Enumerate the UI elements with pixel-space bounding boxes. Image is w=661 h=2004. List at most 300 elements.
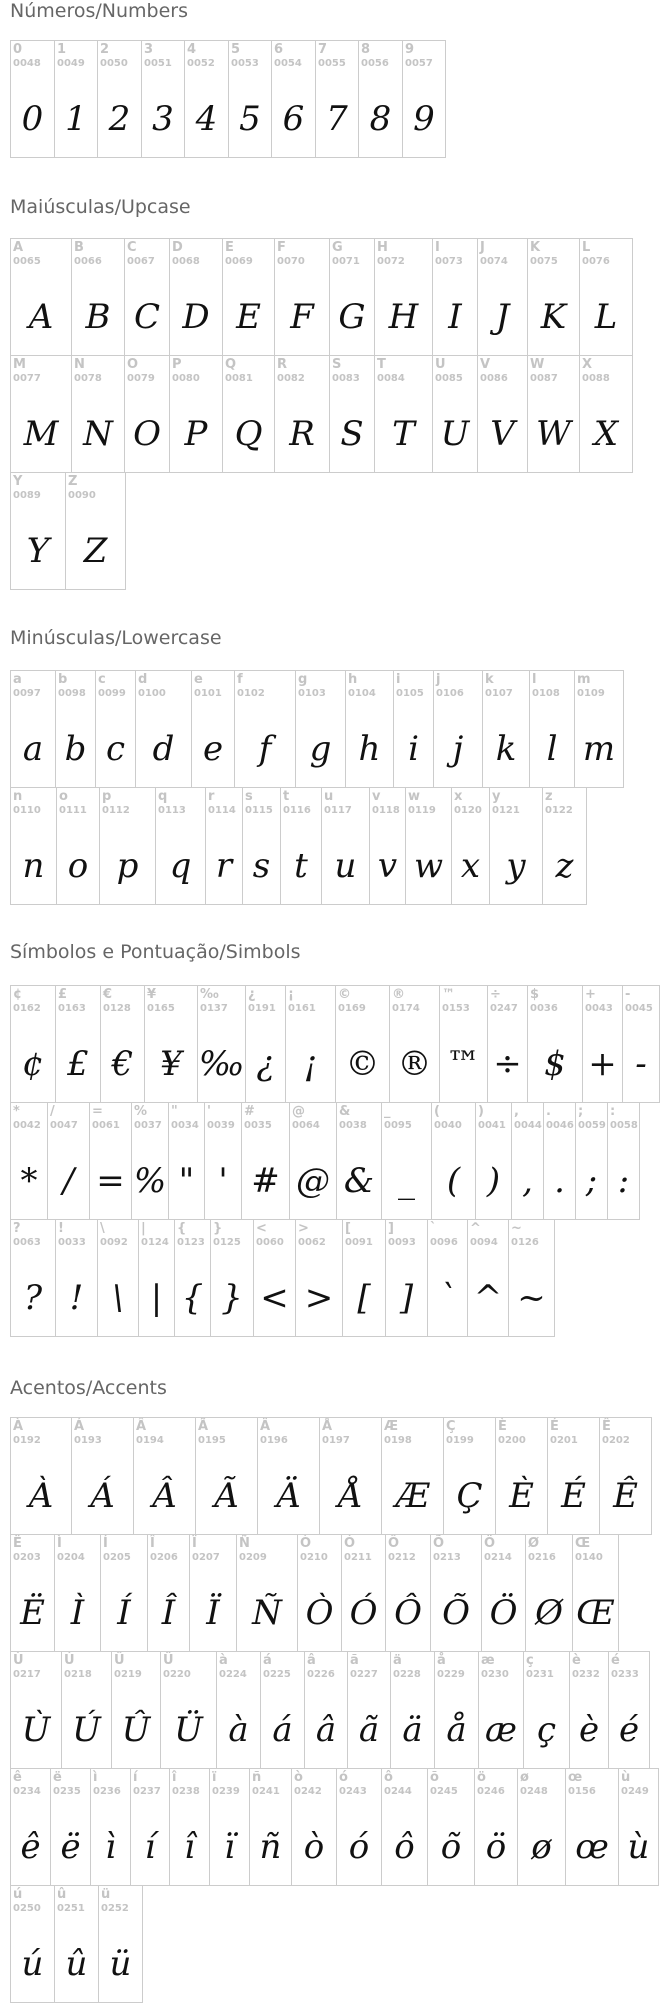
glyph-code-label: 0250 — [13, 1903, 41, 1914]
glyph-character-label: Ç — [446, 1419, 456, 1434]
glyph-character-label: Ü — [163, 1653, 174, 1668]
glyph-cell — [10, 238, 72, 356]
glyph-character-label: z — [545, 789, 553, 804]
glyph-cell — [222, 238, 275, 356]
glyph-cell — [543, 1102, 576, 1220]
glyph-code-label: 0100 — [138, 688, 166, 699]
glyph-sample: À — [28, 1476, 54, 1516]
glyph-cell — [321, 787, 370, 905]
glyph-sample: Ò — [305, 1593, 334, 1633]
glyph-code-label: 0112 — [102, 805, 130, 816]
glyph-code-label: 0072 — [377, 256, 405, 267]
glyph-character-label: u — [324, 789, 334, 804]
glyph-character-label: ë — [53, 1770, 62, 1785]
glyph-sample: j — [452, 729, 464, 769]
glyph-character-label: ? — [13, 1221, 21, 1236]
glyph-sample: y — [506, 846, 526, 886]
glyph-code-label: 0161 — [288, 1003, 316, 1014]
glyph-cell — [71, 355, 125, 473]
glyph-sample: Î — [161, 1593, 176, 1633]
glyph-character-label: . — [546, 1104, 551, 1119]
glyph-sample: ä — [402, 1710, 423, 1750]
glyph-cell — [517, 1768, 566, 1886]
glyph-character-label: , — [514, 1104, 519, 1119]
glyph-character-label: ] — [388, 1221, 394, 1236]
glyph-cell — [475, 1102, 512, 1220]
glyph-code-label: 0224 — [219, 1669, 247, 1680]
glyph-sample: 7 — [326, 99, 348, 139]
glyph-character-label: Û — [114, 1653, 125, 1668]
glyph-cell — [527, 238, 580, 356]
glyph-cell — [381, 1102, 432, 1220]
glyph-cell — [111, 1651, 161, 1769]
glyph-sample: è — [578, 1710, 600, 1750]
glyph-code-label: 0198 — [384, 1435, 412, 1446]
glyph-cell — [100, 985, 145, 1103]
glyph-sample: < — [260, 1278, 289, 1318]
glyph-character-label: Á — [74, 1419, 85, 1434]
glyph-code-label: 0110 — [13, 805, 41, 816]
glyph-cell — [329, 238, 375, 356]
glyph-character-label: É — [550, 1419, 559, 1434]
glyph-sample: È — [509, 1476, 534, 1516]
glyph-character-label: ç — [526, 1653, 534, 1668]
glyph-code-label: 0099 — [98, 688, 126, 699]
glyph-sample: Ã — [214, 1476, 239, 1516]
glyph-character-label: Y — [13, 474, 23, 489]
glyph-code-label: 0200 — [498, 1435, 526, 1446]
glyph-sample: M — [23, 414, 59, 454]
glyph-character-label: õ — [430, 1770, 439, 1785]
glyph-cell — [478, 1651, 524, 1769]
glyph-code-label: 0082 — [277, 373, 305, 384]
glyph-code-label: 0037 — [134, 1120, 162, 1131]
glyph-sample: D — [182, 297, 210, 337]
glyph-code-label: 0084 — [377, 373, 405, 384]
glyph-code-label: 0049 — [57, 58, 85, 69]
glyph-cell — [10, 1534, 55, 1652]
glyph-character-label: x — [454, 789, 463, 804]
glyph-code-label: 0123 — [177, 1237, 205, 1248]
glyph-cell — [55, 1219, 98, 1337]
glyph-code-label: 0197 — [322, 1435, 350, 1446]
glyph-sample: , — [522, 1161, 533, 1201]
glyph-code-label: 0247 — [490, 1003, 518, 1014]
glyph-sample: G — [338, 297, 366, 337]
glyph-code-label: 0114 — [208, 805, 236, 816]
glyph-character-label: v — [372, 789, 381, 804]
glyph-character-label: | — [141, 1221, 146, 1236]
glyph-character-label: > — [298, 1221, 309, 1236]
glyph-cell — [61, 1651, 112, 1769]
glyph-character-label: M — [13, 357, 26, 372]
glyph-character-label: û — [57, 1887, 67, 1902]
glyph-cell — [55, 670, 96, 788]
glyph-sample: í — [144, 1827, 156, 1867]
glyph-character-label: 3 — [144, 42, 154, 57]
glyph-sample: - — [635, 1044, 647, 1084]
glyph-cell — [487, 985, 528, 1103]
glyph-cell — [389, 985, 440, 1103]
glyph-code-label: 0227 — [350, 1669, 378, 1680]
glyph-character-label: } — [213, 1221, 223, 1236]
glyph-sample: Y — [26, 531, 50, 571]
glyph-sample: Ô — [394, 1593, 422, 1633]
glyph-sample: ' — [218, 1161, 228, 1201]
glyph-code-label: 0040 — [434, 1120, 462, 1131]
glyph-character-label: © — [338, 987, 351, 1002]
glyph-code-label: 0194 — [136, 1435, 164, 1446]
glyph-character-label: ) — [478, 1104, 484, 1119]
glyph-sample: 4 — [195, 99, 218, 139]
glyph-sample: é — [618, 1710, 640, 1750]
glyph-character-label: E — [225, 240, 234, 255]
glyph-code-label: 0140 — [575, 1552, 603, 1563]
glyph-character-label: H — [377, 240, 388, 255]
glyph-code-label: 0111 — [59, 805, 87, 816]
glyph-code-label: 0163 — [58, 1003, 86, 1014]
glyph-cell — [257, 1417, 320, 1535]
glyph-code-label: 0088 — [582, 373, 610, 384]
glyph-character-label: Æ — [384, 1419, 399, 1434]
glyph-cell — [10, 1102, 48, 1220]
glyph-sample: l — [546, 729, 558, 769]
glyph-character-label: j — [436, 672, 441, 687]
glyph-sample: æ — [485, 1710, 517, 1750]
glyph-code-label: 0047 — [50, 1120, 78, 1131]
glyph-sample: R — [289, 414, 315, 454]
glyph-code-label: 0053 — [231, 58, 259, 69]
glyph-sample: 1 — [65, 99, 87, 139]
glyph-sample: Z — [83, 531, 108, 571]
glyph-character-label: œ — [568, 1770, 583, 1785]
glyph-sample: ñ — [259, 1827, 282, 1867]
glyph-sample: 3 — [152, 99, 174, 139]
glyph-character-label: Ï — [192, 1536, 197, 1551]
glyph-character-label: V — [480, 357, 491, 372]
glyph-cell — [477, 355, 528, 473]
glyph-code-label: 0192 — [13, 1435, 41, 1446]
glyph-cell — [184, 40, 229, 158]
glyph-cell — [10, 670, 56, 788]
glyph-character-label: è — [572, 1653, 581, 1668]
glyph-sample: = — [96, 1161, 125, 1201]
glyph-code-label: 0234 — [13, 1786, 41, 1797]
glyph-code-label: 0050 — [100, 58, 128, 69]
glyph-sample: F — [290, 297, 314, 337]
glyph-code-label: 0069 — [225, 256, 253, 267]
glyph-cell — [427, 1768, 475, 1886]
glyph-code-label: 0239 — [212, 1786, 240, 1797]
glyph-character-label: m — [577, 672, 591, 687]
glyph-cell — [54, 1885, 99, 2003]
glyph-sample: û — [65, 1944, 88, 1984]
glyph-character-label: å — [437, 1653, 446, 1668]
glyph-character-label: K — [530, 240, 541, 255]
glyph-code-label: 0219 — [114, 1669, 142, 1680]
glyph-cell — [451, 787, 490, 905]
glyph-code-label: 0076 — [582, 256, 610, 267]
glyph-code-label: 0102 — [237, 688, 265, 699]
glyph-code-label: 0248 — [520, 1786, 548, 1797]
glyph-sample: î — [184, 1827, 195, 1867]
glyph-code-label: 0090 — [68, 490, 96, 501]
glyph-sample: à — [228, 1710, 249, 1750]
glyph-sample: g — [309, 729, 332, 769]
glyph-character-label: Ñ — [239, 1536, 250, 1551]
glyph-sample: S — [340, 414, 364, 454]
glyph-code-label: 0109 — [577, 688, 605, 699]
glyph-character-label: # — [244, 1104, 255, 1119]
glyph-sample: ™ — [446, 1044, 481, 1084]
glyph-code-label: 0252 — [101, 1903, 129, 1914]
glyph-sample: [ — [357, 1278, 371, 1318]
glyph-code-label: 0108 — [532, 688, 560, 699]
glyph-character-label: [ — [345, 1221, 351, 1236]
glyph-sample: 5 — [239, 99, 261, 139]
glyph-character-label: ø — [520, 1770, 529, 1785]
glyph-code-label: 0156 — [568, 1786, 596, 1797]
glyph-sample: ¡ — [303, 1044, 318, 1084]
glyph-cell — [295, 670, 346, 788]
glyph-cell — [160, 1651, 217, 1769]
glyph-sample: ê — [20, 1827, 41, 1867]
glyph-character-label: â — [307, 1653, 316, 1668]
glyph-code-label: 0229 — [437, 1669, 465, 1680]
glyph-cell — [10, 1768, 51, 1886]
glyph-sample: ] — [399, 1278, 414, 1318]
glyph-sample: õ — [440, 1827, 462, 1867]
glyph-sample: T — [392, 414, 415, 454]
glyph-code-label: 0137 — [200, 1003, 228, 1014]
glyph-character-label: Í — [103, 1536, 108, 1551]
glyph-code-label: 0217 — [13, 1669, 41, 1680]
glyph-character-label: ä — [393, 1653, 402, 1668]
glyph-cell — [575, 1102, 608, 1220]
glyph-code-label: 0071 — [332, 256, 360, 267]
glyph-sample: C — [133, 297, 160, 337]
glyph-sample: J — [495, 297, 510, 337]
glyph-character-label: Ë — [13, 1536, 22, 1551]
glyph-code-label: 0091 — [345, 1237, 373, 1248]
glyph-sample: I — [448, 297, 462, 337]
glyph-sample: H — [388, 297, 419, 337]
glyph-cell — [482, 670, 530, 788]
glyph-cell — [205, 787, 243, 905]
glyph-sample: N — [83, 414, 113, 454]
glyph-sample: Ï — [206, 1593, 220, 1633]
glyph-code-label: 0220 — [163, 1669, 191, 1680]
glyph-sample: B — [85, 297, 111, 337]
glyph-sample: > — [304, 1278, 334, 1318]
glyph-sample: ` — [439, 1278, 456, 1318]
glyph-character-label: L — [582, 240, 591, 255]
glyph-sample: w — [413, 846, 444, 886]
glyph-code-label: 0056 — [361, 58, 389, 69]
glyph-sample: 6 — [282, 99, 305, 139]
glyph-sample: ? — [23, 1278, 43, 1318]
glyph-cell — [385, 1219, 428, 1337]
glyph-sample: U — [440, 414, 470, 454]
glyph-cell — [54, 40, 98, 158]
glyph-character-label: î — [172, 1770, 177, 1785]
glyph-sample: X — [593, 414, 619, 454]
glyph-code-label: 0044 — [514, 1120, 542, 1131]
glyph-code-label: 0122 — [545, 805, 573, 816]
glyph-code-label: 0060 — [256, 1237, 284, 1248]
glyph-code-label: 0206 — [150, 1552, 178, 1563]
glyph-cell — [474, 1768, 518, 1886]
glyph-character-label: Ö — [484, 1536, 496, 1551]
glyph-sample: ( — [446, 1161, 461, 1201]
glyph-sample: Ì — [70, 1593, 85, 1633]
glyph-code-label: 0065 — [13, 256, 41, 267]
glyph-code-label: 0054 — [274, 58, 302, 69]
glyph-character-label: ì — [93, 1770, 98, 1785]
glyph-sample: ¥ — [160, 1044, 182, 1084]
glyph-cell — [10, 1885, 55, 2003]
glyph-sample: ~ — [517, 1278, 546, 1318]
glyph-code-label: 0191 — [248, 1003, 276, 1014]
glyph-cell — [124, 355, 170, 473]
glyph-code-label: 0238 — [172, 1786, 200, 1797]
glyph-cell — [495, 1417, 548, 1535]
glyph-cell — [433, 670, 483, 788]
glyph-sample: ÷ — [493, 1044, 522, 1084]
glyph-cell — [135, 670, 192, 788]
glyph-character-label: N — [74, 357, 85, 372]
glyph-character-label: b — [58, 672, 68, 687]
glyph-cell — [622, 985, 660, 1103]
glyph-cell — [525, 1534, 573, 1652]
glyph-cell — [241, 1102, 290, 1220]
glyph-cell — [508, 1219, 555, 1337]
glyph-sample: É — [561, 1476, 586, 1516]
glyph-character-label: Ù — [13, 1653, 24, 1668]
glyph-character-label: d — [138, 672, 148, 687]
glyph-code-label: 0105 — [396, 688, 424, 699]
glyph-character-label: ê — [13, 1770, 22, 1785]
glyph-cell — [141, 40, 185, 158]
glyph-cell — [47, 1102, 90, 1220]
glyph-code-label: 0080 — [172, 373, 200, 384]
glyph-code-label: 0201 — [550, 1435, 578, 1446]
glyph-character-label: Ì — [57, 1536, 62, 1551]
glyph-sample: Ñ — [252, 1593, 282, 1633]
glyph-code-label: 0075 — [530, 256, 558, 267]
glyph-sample: b — [64, 729, 87, 769]
glyph-sample: © — [345, 1044, 380, 1084]
glyph-sample: / — [62, 1161, 75, 1201]
glyph-code-label: 0074 — [480, 256, 508, 267]
glyph-character-label: À — [13, 1419, 24, 1434]
glyph-character-label: p — [102, 789, 112, 804]
glyph-code-label: 0041 — [478, 1120, 506, 1131]
glyph-cell — [271, 40, 316, 158]
glyph-sample: ‰ — [198, 1044, 245, 1084]
glyph-character-label: @ — [292, 1104, 305, 1119]
glyph-cell — [274, 238, 330, 356]
glyph-character-label: € — [103, 987, 113, 1002]
glyph-sample: Í — [117, 1593, 131, 1633]
glyph-character-label: ` — [430, 1221, 437, 1236]
glyph-code-label: 0202 — [602, 1435, 630, 1446]
glyph-sample: Â — [152, 1476, 177, 1516]
glyph-character-label: £ — [58, 987, 68, 1002]
glyph-character-label: í — [133, 1770, 138, 1785]
glyph-code-label: 0207 — [192, 1552, 220, 1563]
glyph-sample: Œ — [576, 1593, 615, 1633]
glyph-code-label: 0174 — [392, 1003, 420, 1014]
glyph-code-label: 0153 — [442, 1003, 470, 1014]
glyph-character-label: + — [585, 987, 596, 1002]
glyph-cell — [168, 1102, 205, 1220]
glyph-cell — [50, 1768, 91, 1886]
glyph-cell — [222, 355, 275, 473]
glyph-code-label: 0225 — [263, 1669, 291, 1680]
glyph-code-label: 0226 — [307, 1669, 335, 1680]
glyph-character-label: ; — [578, 1104, 584, 1119]
glyph-code-label: 0126 — [511, 1237, 539, 1248]
glyph-code-label: 0119 — [408, 805, 436, 816]
glyph-code-label: 0235 — [53, 1786, 81, 1797]
glyph-cell — [249, 1768, 292, 1886]
glyph-code-label: 0205 — [103, 1552, 131, 1563]
glyph-character-label: Ô — [388, 1536, 400, 1551]
glyph-cell — [191, 670, 235, 788]
glyph-character-label: Ä — [260, 1419, 271, 1434]
glyph-cell — [245, 985, 286, 1103]
glyph-sample: ã — [358, 1710, 380, 1750]
glyph-sample: v — [377, 846, 398, 886]
glyph-sample: K — [540, 297, 567, 337]
glyph-sample: } — [221, 1278, 243, 1318]
glyph-sample: Q — [234, 414, 263, 454]
glyph-code-label: 0106 — [436, 688, 464, 699]
glyph-cell — [345, 670, 394, 788]
glyph-sample: Ø — [535, 1593, 563, 1633]
glyph-cell — [174, 1219, 211, 1337]
glyph-character-label: A — [13, 240, 24, 255]
glyph-cell — [197, 985, 246, 1103]
glyph-character-label: 8 — [361, 42, 371, 57]
glyph-character-label: e — [194, 672, 203, 687]
glyph-cell — [335, 985, 390, 1103]
glyph-sample: p — [116, 846, 139, 886]
glyph-cell — [204, 1102, 242, 1220]
glyph-code-label: 0098 — [58, 688, 86, 699]
glyph-character-label: 1 — [57, 42, 67, 57]
glyph-character-label: S — [332, 357, 342, 372]
glyph-cell — [385, 1534, 431, 1652]
glyph-cell — [169, 238, 223, 356]
glyph-sample: r — [215, 846, 233, 886]
glyph-sample: " — [178, 1161, 195, 1201]
glyph-code-label: 0231 — [526, 1669, 554, 1680]
section-title: Acentos/Accents — [10, 1377, 167, 1399]
glyph-character-label: ^ — [470, 1221, 481, 1236]
glyph-cell — [381, 1768, 428, 1886]
glyph-code-label: 0232 — [572, 1669, 600, 1680]
glyph-code-label: 0073 — [435, 256, 463, 267]
glyph-code-label: 0059 — [578, 1120, 606, 1131]
glyph-cell — [443, 1417, 496, 1535]
glyph-sample: @ — [296, 1161, 330, 1201]
glyph-cell — [10, 1219, 56, 1337]
glyph-cell — [572, 1534, 619, 1652]
glyph-code-label: 0165 — [147, 1003, 175, 1014]
glyph-code-label: 0116 — [283, 805, 311, 816]
